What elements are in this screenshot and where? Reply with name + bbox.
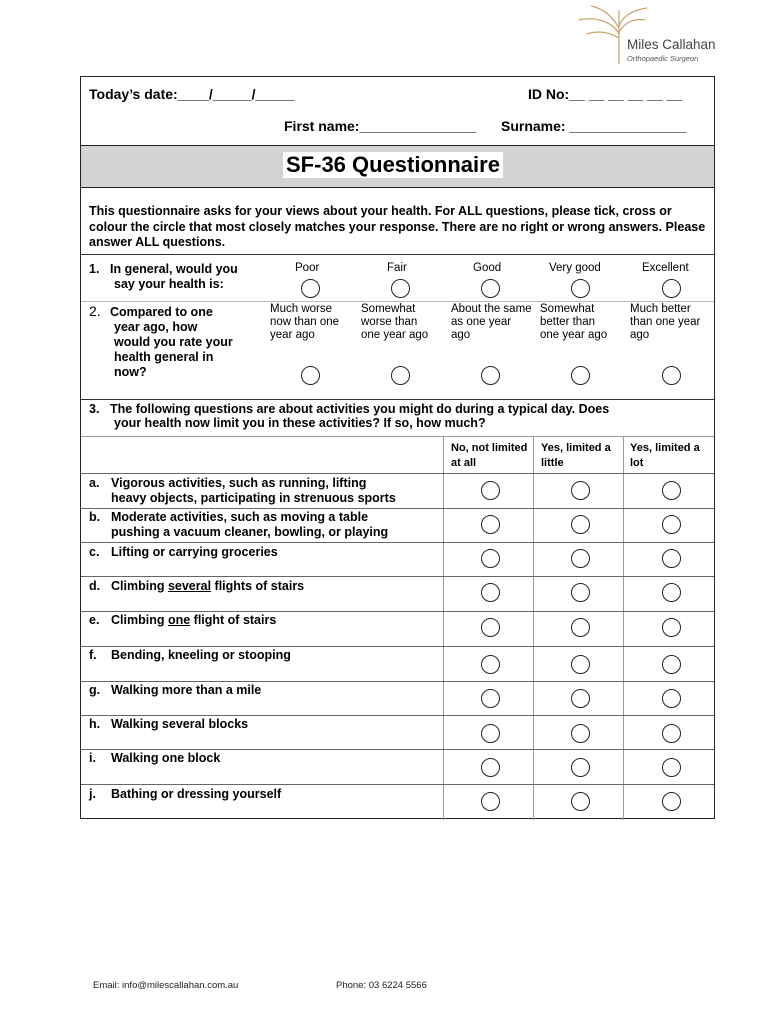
item-text: Climbing <box>111 579 168 593</box>
surname-field-label[interactable]: Surname: _______________ <box>501 118 687 134</box>
intro-text: This questionnaire asks for your views about your health. For ALL questions, please tick, cross or colour the circle that most closely matches your response. There are no right or wrong answers. Please answer ALL questions. <box>89 204 706 249</box>
item-label: c. <box>89 545 100 559</box>
item-text: pushing a vacuum cleaner, bowling, or playing <box>111 525 389 539</box>
q3e-radio-limited-little[interactable] <box>571 618 590 637</box>
q2-option-label: About the same as one year ago <box>451 303 532 341</box>
q2-option-radio[interactable] <box>391 366 410 385</box>
q1-option-label: Excellent <box>642 262 689 274</box>
q3-column-header: No, not limited at all <box>451 442 528 469</box>
item-text: heavy objects, participating in strenuous sports <box>111 491 396 505</box>
divider <box>81 436 714 437</box>
q3f-radio-limited-lot[interactable] <box>662 655 681 674</box>
item-text: Walking one block <box>111 751 221 765</box>
id-field-label[interactable]: ID No:__ __ __ __ __ __ <box>528 86 683 102</box>
q3c-radio-limited-little[interactable] <box>571 549 590 568</box>
divider <box>81 681 714 682</box>
q3-text-line: The following questions are about activities you might do during a typical day. Does <box>110 402 610 416</box>
column-divider <box>533 436 534 820</box>
item-text: Bending, kneeling or stooping <box>111 648 291 662</box>
q1-option-radio[interactable] <box>391 279 410 298</box>
q3f-radio-not-limited[interactable] <box>481 655 500 674</box>
q2-text-line: Compared to one <box>110 305 213 319</box>
divider <box>81 473 714 474</box>
column-divider <box>623 436 624 820</box>
activity-item-c <box>89 545 278 560</box>
item-label: g. <box>89 683 101 697</box>
item-text: Bathing or dressing yourself <box>111 787 282 801</box>
q1-text-line: say your health is: <box>114 277 224 291</box>
item-text: Climbing <box>111 613 168 627</box>
q3g-radio-not-limited[interactable] <box>481 689 500 708</box>
activity-item-a <box>89 476 396 506</box>
divider <box>81 611 714 612</box>
q3i-radio-not-limited[interactable] <box>481 758 500 777</box>
q1-option-radio[interactable] <box>662 279 681 298</box>
q2-text-line: now? <box>114 365 147 379</box>
column-divider <box>443 436 444 820</box>
q1-text-line: In general, would you <box>110 262 238 276</box>
item-emphasis: several <box>167 579 212 593</box>
page-title: SF-36 Questionnaire <box>283 152 503 178</box>
divider <box>81 715 714 716</box>
activity-item-j <box>89 787 281 802</box>
item-emphasis: one <box>167 613 191 627</box>
footer-email: Email: info@milescallahan.com.au <box>93 980 239 991</box>
activity-item-e <box>89 613 276 628</box>
q2-text-line: would you rate your <box>114 335 233 349</box>
q3g-radio-limited-little[interactable] <box>571 689 590 708</box>
title-band <box>81 145 714 188</box>
divider <box>81 254 714 255</box>
first-name-field-label[interactable]: First name:_______________ <box>284 118 477 134</box>
q2-option-radio[interactable] <box>571 366 590 385</box>
item-text: Walking several blocks <box>111 717 249 731</box>
activity-item-f <box>89 648 291 663</box>
item-text: flights of stairs <box>211 579 305 593</box>
divider <box>81 301 714 302</box>
activity-item-g <box>89 683 261 698</box>
q3-text-line: your health now limit you in these activities? If so, how much? <box>114 416 486 430</box>
item-label: a. <box>89 476 100 490</box>
item-text: flight of stairs <box>190 613 277 627</box>
activity-item-i <box>89 751 220 766</box>
item-text: Moderate activities, such as moving a table <box>111 510 369 524</box>
q3e-radio-not-limited[interactable] <box>481 618 500 637</box>
q3h-radio-limited-little[interactable] <box>571 724 590 743</box>
q3h-radio-not-limited[interactable] <box>481 724 500 743</box>
q3-column-header: Yes, limited a lot <box>630 442 700 469</box>
q3a-radio-limited-lot[interactable] <box>662 481 681 500</box>
q3e-radio-limited-lot[interactable] <box>662 618 681 637</box>
q2-text-line: health general in <box>114 350 214 364</box>
q3j-radio-limited-little[interactable] <box>571 792 590 811</box>
item-text: Vigorous activities, such as running, lifting <box>111 476 367 490</box>
q3-number: 3. <box>89 402 100 416</box>
divider <box>81 646 714 647</box>
q2-option-label: Much worse now than one year ago <box>270 303 340 341</box>
q3g-radio-limited-lot[interactable] <box>662 689 681 708</box>
q2-option-label: Somewhat better than one year ago <box>540 303 608 341</box>
item-label: h. <box>89 717 101 731</box>
logo-subtitle: Orthopaedic Surgeon <box>627 54 699 63</box>
q3a-radio-limited-little[interactable] <box>571 481 590 500</box>
q3i-radio-limited-little[interactable] <box>571 758 590 777</box>
q3-column-header: Yes, limited a little <box>541 442 611 469</box>
q3j-radio-limited-lot[interactable] <box>662 792 681 811</box>
divider <box>81 784 714 785</box>
q1-option-label: Poor <box>295 262 320 274</box>
item-label: j. <box>89 787 96 801</box>
footer-phone: Phone: 03 6224 5566 <box>336 980 427 991</box>
q3d-radio-limited-little[interactable] <box>571 583 590 602</box>
divider <box>81 508 714 509</box>
activity-item-h <box>89 717 248 732</box>
q3f-radio-limited-little[interactable] <box>571 655 590 674</box>
q2-number: 2. <box>89 303 101 319</box>
activity-item-b <box>89 510 388 540</box>
item-label: e. <box>89 613 100 627</box>
item-text: Walking more than a mile <box>111 683 262 697</box>
q3j-radio-not-limited[interactable] <box>481 792 500 811</box>
q3h-radio-limited-lot[interactable] <box>662 724 681 743</box>
q1-option-radio[interactable] <box>301 279 320 298</box>
q3a-radio-not-limited[interactable] <box>481 481 500 500</box>
q3d-radio-not-limited[interactable] <box>481 583 500 602</box>
logo <box>573 4 723 66</box>
q2-option-radio[interactable] <box>301 366 320 385</box>
q1-number: 1. <box>89 262 100 276</box>
item-label: b. <box>89 510 101 524</box>
sf36-form <box>80 76 715 819</box>
q3b-radio-limited-little[interactable] <box>571 515 590 534</box>
divider <box>81 576 714 577</box>
q1-option-label: Fair <box>387 262 407 274</box>
q1-option-radio[interactable] <box>571 279 590 298</box>
item-label: f. <box>89 648 97 662</box>
q3d-radio-limited-lot[interactable] <box>662 583 681 602</box>
divider <box>81 542 714 543</box>
item-label: i. <box>89 751 96 765</box>
q2-option-label: Somewhat worse than one year ago <box>361 303 429 341</box>
item-label: d. <box>89 579 101 593</box>
date-field-label[interactable]: Today’s date:____/_____/_____ <box>89 86 295 102</box>
divider <box>81 399 714 400</box>
q2-option-radio[interactable] <box>481 366 500 385</box>
q2-option-label: Much better than one year ago <box>630 303 701 341</box>
q1-option-label: Good <box>473 262 502 274</box>
divider <box>81 749 714 750</box>
logo-name: Miles Callahan <box>627 37 716 52</box>
q1-option-label: Very good <box>549 262 601 274</box>
activity-item-d <box>89 579 304 594</box>
q3b-radio-not-limited[interactable] <box>481 515 500 534</box>
q3i-radio-limited-lot[interactable] <box>662 758 681 777</box>
q1-option-radio[interactable] <box>481 279 500 298</box>
q2-text-line: year ago, how <box>114 320 198 334</box>
q3c-radio-limited-lot[interactable] <box>662 549 681 568</box>
item-text: Lifting or carrying groceries <box>111 545 278 559</box>
q3b-radio-limited-lot[interactable] <box>662 515 681 534</box>
q2-option-radio[interactable] <box>662 366 681 385</box>
q3c-radio-not-limited[interactable] <box>481 549 500 568</box>
